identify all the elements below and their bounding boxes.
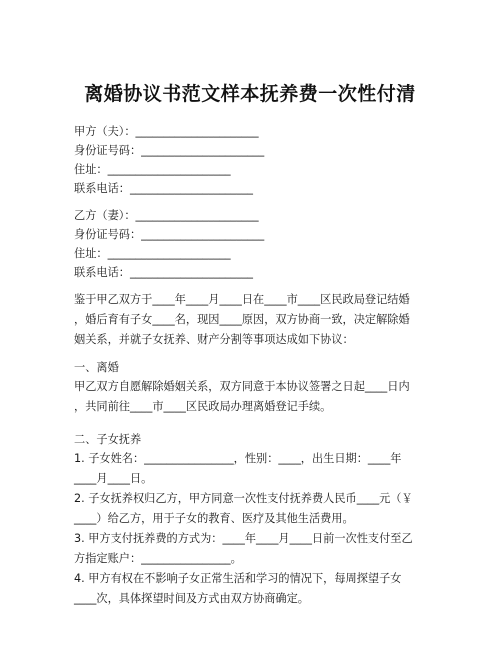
section-line: ____次，具体探望时间及方式由双方协商确定。	[74, 592, 309, 605]
party-b-block	[74, 206, 448, 282]
section-line: 甲乙双方自愿解除婚姻关系，双方同意于本协议签署之日起____日内	[74, 380, 410, 393]
party-b-name: 乙方（妻）：______________________	[74, 209, 259, 222]
section-line: 1. 子女姓名：________________，性别：____，出生日期：____年	[74, 452, 402, 465]
section-line: ____）给乙方，用于子女的教育、医疗及其他生活费用。	[74, 512, 354, 525]
party-a-name: 甲方（夫）：______________________	[74, 125, 259, 138]
party-a-address: 住址：______________________	[74, 163, 231, 176]
section-heading: 二、子女抚养	[74, 433, 142, 446]
preamble-line: 鉴于甲乙双方于____年____月____日在____市____区民政局登记结婚	[74, 293, 410, 306]
party-b-id: 身份证号码：______________________	[74, 228, 265, 241]
section-line: 2. 子女抚养权归乙方，甲方同意一次性支付抚养费人民币____元（￥	[74, 492, 413, 505]
preamble-line: 姻关系，并就子女抚养、财产分割等事项达成如下协议：	[74, 333, 354, 346]
section-line: 4. 甲方有权在不影响子女正常生活和学习的情况下，每周探望子女	[74, 572, 402, 585]
section-line: 3. 甲方支付抚养费的方式为：____年____月____日前一次性支付至乙	[74, 532, 413, 545]
section-heading: 一、离婚	[74, 361, 119, 374]
party-b-address: 住址：______________________	[74, 247, 231, 260]
section-child-support	[74, 430, 448, 609]
document-title: 离婚协议书范文样本抚养费一次性付清	[84, 83, 416, 105]
section-divorce	[74, 358, 448, 417]
party-a-block	[74, 122, 448, 198]
preamble	[74, 290, 448, 350]
party-a-id: 身份证号码：______________________	[74, 144, 265, 157]
section-line: ____月____日。	[74, 472, 153, 485]
section-line: ，共同前往____市____区民政局办理离婚登记手续。	[74, 400, 332, 413]
party-a-phone: 联系电话：______________________	[74, 182, 254, 195]
party-b-phone: 联系电话：______________________	[74, 266, 254, 279]
preamble-line: ，婚后育有子女____名，现因____原因，双方协商一致，决定解除婚	[74, 313, 410, 326]
section-line: 方指定账户：________________。	[74, 552, 242, 565]
